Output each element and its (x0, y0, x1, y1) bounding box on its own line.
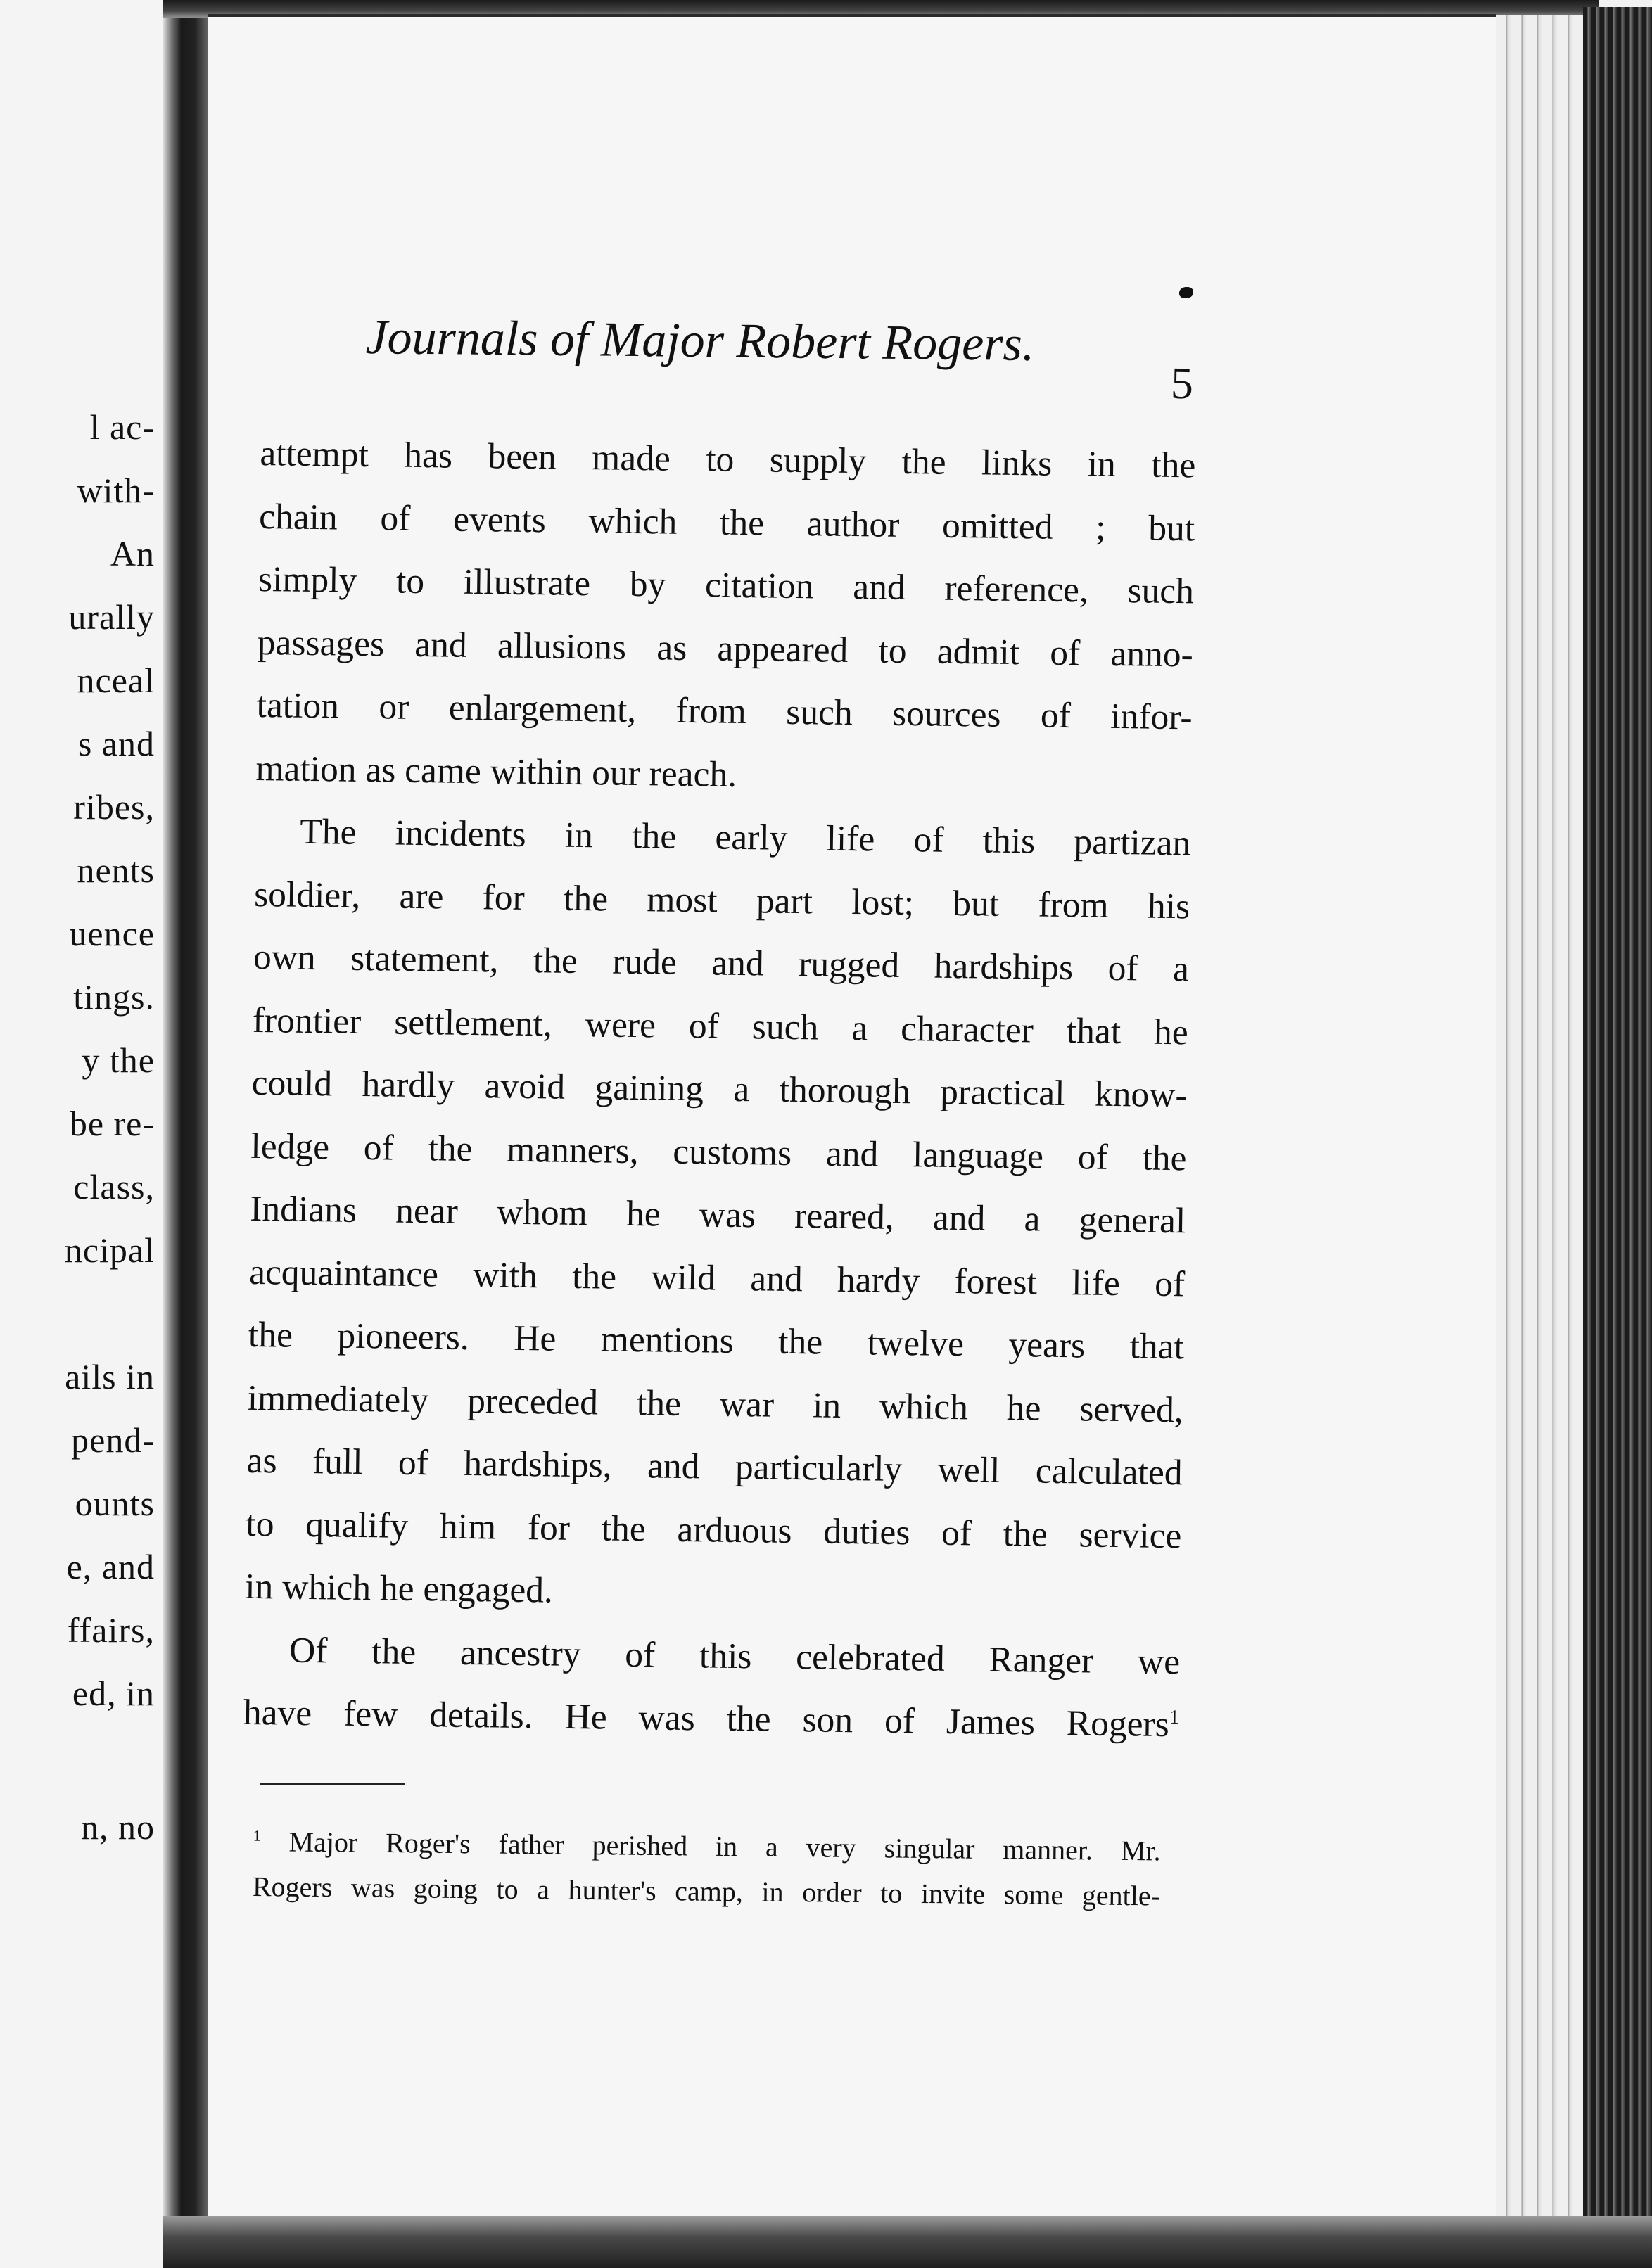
text-line: to qualify him for the arduous duties of the service (246, 1503, 1182, 1556)
text-line: could hardly avoid gaining a thorough practical know- (251, 1062, 1188, 1116)
text-line: attempt has been made to supply the links in the (260, 433, 1196, 486)
text-line: The incidents in the early life of this partizan (300, 811, 1191, 864)
left-page-line: n, no (81, 1807, 155, 1847)
text-line: soldier, are for the most part lost; but from his (253, 874, 1190, 926)
left-page-line: ed, in (72, 1674, 155, 1713)
left-facing-page (0, 0, 163, 2268)
text-line: ledge of the manners, customs and language of the (250, 1126, 1187, 1178)
footnote-line: Rogers was going to a hunter's camp, in order to invite some gentle- (252, 1870, 1161, 1912)
text-line: acquaintance with the wild and hardy forest life of (248, 1251, 1186, 1304)
footnote-marker: 1 (253, 1826, 261, 1845)
footnote-rule (260, 1783, 405, 1785)
left-page-line: with- (77, 471, 155, 510)
running-head: Journals of Major Robert Rogers. (365, 310, 1035, 371)
ink-mark (1179, 287, 1193, 298)
text-line: passages and allusions as appeared to admit of anno- (257, 622, 1194, 675)
left-page-line: ffairs, (67, 1610, 155, 1650)
left-page-line: be re- (69, 1104, 155, 1143)
text-line: in which he engaged. (244, 1566, 554, 1611)
left-page-line: uence (69, 914, 155, 953)
left-page-line: ounts (75, 1484, 155, 1523)
text-line: own statement, the rude and rugged hardships of a (253, 936, 1190, 990)
left-page-line: ails in (65, 1357, 155, 1396)
left-page-line: ncipal (64, 1230, 155, 1270)
book-bottom-edge (163, 2216, 1652, 2268)
text-line: chain of events which the author omitted ; but (258, 496, 1195, 549)
left-page-line: e, and (66, 1547, 155, 1586)
left-page-line: urally (68, 597, 155, 637)
text-line: the pioneers. He mentions the twelve years that (248, 1314, 1185, 1368)
footnote (253, 1819, 1161, 1919)
left-page-line: An (110, 534, 155, 573)
text-line: immediately preceded the war in which he served, (247, 1377, 1184, 1430)
left-page-line: tings. (73, 977, 155, 1017)
text-line: mation as came within our reach. (255, 748, 737, 795)
left-page-line: pend- (71, 1420, 155, 1460)
text-line: have few details. He was the son of James Rogers (243, 1692, 1170, 1745)
left-page-line: s and (77, 724, 155, 763)
book-fore-edge-dark (1583, 7, 1652, 2230)
text-line: Of the ancestry of this celebrated Ranger we (288, 1630, 1181, 1682)
text-line: frontier settlement, were of such a character that he (252, 1000, 1189, 1052)
left-page-line: l ac- (89, 407, 155, 447)
text-line: simply to illustrate by citation and reference, such (258, 559, 1195, 612)
footnote-reference: 1 (1169, 1706, 1180, 1729)
text-line: Indians near whom he was reared, and a general (249, 1188, 1186, 1242)
footnote-text: Major Roger's father perished in a very singular manner. Mr. (288, 1826, 1161, 1867)
body-text (243, 422, 1195, 1757)
left-page-line: nceal (77, 661, 155, 700)
left-page-line: ribes, (73, 787, 155, 827)
left-page-line: nents (77, 850, 155, 890)
left-page-line: y the (82, 1040, 155, 1080)
book-gutter (163, 0, 208, 2268)
page-number: 5 (1170, 357, 1194, 409)
left-page-line: class, (73, 1167, 155, 1206)
text-line-with-footnote-ref (243, 1681, 1179, 1757)
text-line: as full of hardships, and particularly well calculated (246, 1440, 1183, 1493)
text-line: tation or enlargement, from such sources of infor- (256, 684, 1193, 738)
